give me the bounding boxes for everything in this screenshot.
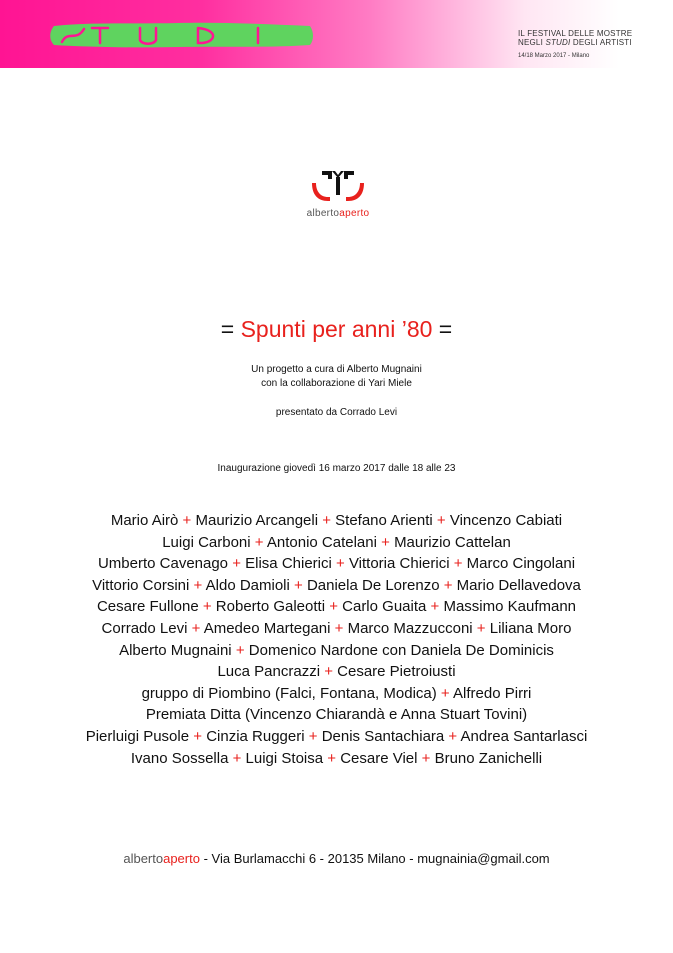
artist-name: Antonio Catelani <box>266 533 377 551</box>
artist-name: Luigi Carboni <box>162 533 251 551</box>
presenter-line: presentato da Corrado Levi <box>275 407 398 418</box>
separator-plus: + <box>336 555 349 573</box>
artist-name: Vincenzo Cabiati <box>449 512 563 529</box>
artist-name: Umberto Cavenago <box>97 555 229 573</box>
artist-name: Andrea Santarlasci <box>460 727 588 745</box>
separator-plus: + <box>231 641 249 659</box>
separator-plus: + <box>325 598 343 616</box>
artist-name: Alberto Mugnaini <box>119 641 232 659</box>
separator-plus: + <box>187 619 204 637</box>
artist-line <box>0 683 673 705</box>
artist-name: Domenico Nardone con Daniela De Dominicis <box>248 641 554 659</box>
artist-name: Mario Dellavedova <box>456 576 581 594</box>
artist-name: Liliana Moro <box>489 619 572 637</box>
albertoaperto-wordmark: albertoaperto <box>306 208 370 219</box>
separator-plus: + <box>432 512 450 529</box>
separator-plus: + <box>444 727 461 745</box>
artist-name: Maurizio Arcangeli <box>195 512 319 529</box>
separator-plus: + <box>330 619 348 637</box>
curator-line: Un progetto a cura di Alberto Mugnaini <box>251 364 422 375</box>
separator-plus: + <box>318 512 336 529</box>
artist-line <box>0 510 673 532</box>
artist-name: Vittoria Chierici <box>348 555 450 573</box>
artist-name: Amedeo Martegani <box>203 619 331 637</box>
separator-plus: + <box>304 727 322 745</box>
artist-name: Cesare Viel <box>340 749 418 767</box>
artist-line <box>0 596 673 618</box>
separator-plus: + <box>198 598 216 616</box>
artist-name: Luigi Stoisa <box>245 749 324 767</box>
opening-line: Inaugurazione giovedì 16 marzo 2017 dalle 18 alle 23 <box>217 463 456 474</box>
separator-plus: + <box>289 576 307 594</box>
artist-line <box>0 661 673 683</box>
artist-name: Stefano Arienti <box>335 512 433 529</box>
artist-name: Ivano Sossella <box>130 749 229 767</box>
artist-line <box>0 575 673 597</box>
artist-name: Carlo Guaita <box>342 598 427 616</box>
separator-plus: + <box>436 684 454 702</box>
artist-line <box>0 748 673 770</box>
artist-line <box>0 532 673 554</box>
artist-name: Alfredo Pirri <box>453 684 532 702</box>
separator-plus: + <box>320 663 338 681</box>
artist-name: Cesare Pietroiusti <box>337 663 456 681</box>
artist-list <box>0 510 673 769</box>
festival-info <box>518 29 668 61</box>
artist-name: Roberto Galeotti <box>215 598 326 616</box>
artist-name: Massimo Kaufmann <box>443 598 577 616</box>
artist-name: gruppo di Piombino (Falci, Fontana, Modica) <box>141 684 437 702</box>
artist-name: Denis Santachiara <box>321 727 445 745</box>
separator-plus: + <box>417 749 435 767</box>
artist-name: Aldo Damioli <box>205 576 290 594</box>
separator-plus: + <box>178 512 196 529</box>
separator-plus: + <box>439 576 457 594</box>
separator-plus: + <box>228 749 246 767</box>
studi-logo <box>48 20 316 50</box>
artist-name: Corrado Levi <box>101 619 188 637</box>
collaboration-line: con la collaborazione di Yari Miele <box>261 378 412 389</box>
separator-plus: + <box>189 576 206 594</box>
artist-line <box>0 553 673 575</box>
separator-plus: + <box>376 533 395 551</box>
artist-line <box>0 704 673 726</box>
header-banner <box>0 0 673 68</box>
artist-name: Elisa Chierici <box>245 555 336 573</box>
artist-name: Mario Airò <box>110 512 179 529</box>
artist-name: Marco Mazzucconi <box>347 619 473 637</box>
albertoaperto-logo <box>288 165 388 227</box>
artist-line <box>0 726 673 748</box>
artist-name: Cesare Fullone <box>96 598 199 616</box>
separator-plus: + <box>323 749 341 767</box>
artist-name: Marco Cingolani <box>466 555 576 573</box>
separator-plus: + <box>426 598 444 616</box>
albertoaperto-mark-icon <box>308 165 368 205</box>
artist-name: Daniela De Lorenzo <box>306 576 440 594</box>
footer-contact: albertoaperto - Via Burlamacchi 6 - 20135 Milano - mugnainia@gmail.com <box>123 851 550 866</box>
exhibition-title: = Spunti per anni ’80 = <box>220 316 453 342</box>
festival-dates: 14/18 Marzo 2017 - Milano <box>518 53 590 59</box>
artist-name: Vittorio Corsini <box>92 576 190 594</box>
artist-line <box>0 618 673 640</box>
artist-name: Maurizio Cattelan <box>394 533 511 551</box>
artist-name: Pierluigi Pusole <box>85 727 190 745</box>
artist-name: Luca Pancrazzi <box>217 663 321 681</box>
separator-plus: + <box>228 555 246 573</box>
artist-line <box>0 640 673 662</box>
artist-name: Cinzia Ruggeri <box>206 727 305 745</box>
festival-line2: NEGLI STUDI DEGLI ARTISTI <box>518 38 632 47</box>
separator-plus: + <box>449 555 467 573</box>
festival-line1: IL FESTIVAL DELLE MOSTRE <box>518 29 633 38</box>
artist-name: Premiata Ditta (Vincenzo Chiarandà e Anna Stuart Tovini) <box>145 706 528 724</box>
separator-plus: + <box>472 619 490 637</box>
separator-plus: + <box>250 533 267 551</box>
separator-plus: + <box>189 727 207 745</box>
artist-name: Bruno Zanichelli <box>434 749 543 767</box>
